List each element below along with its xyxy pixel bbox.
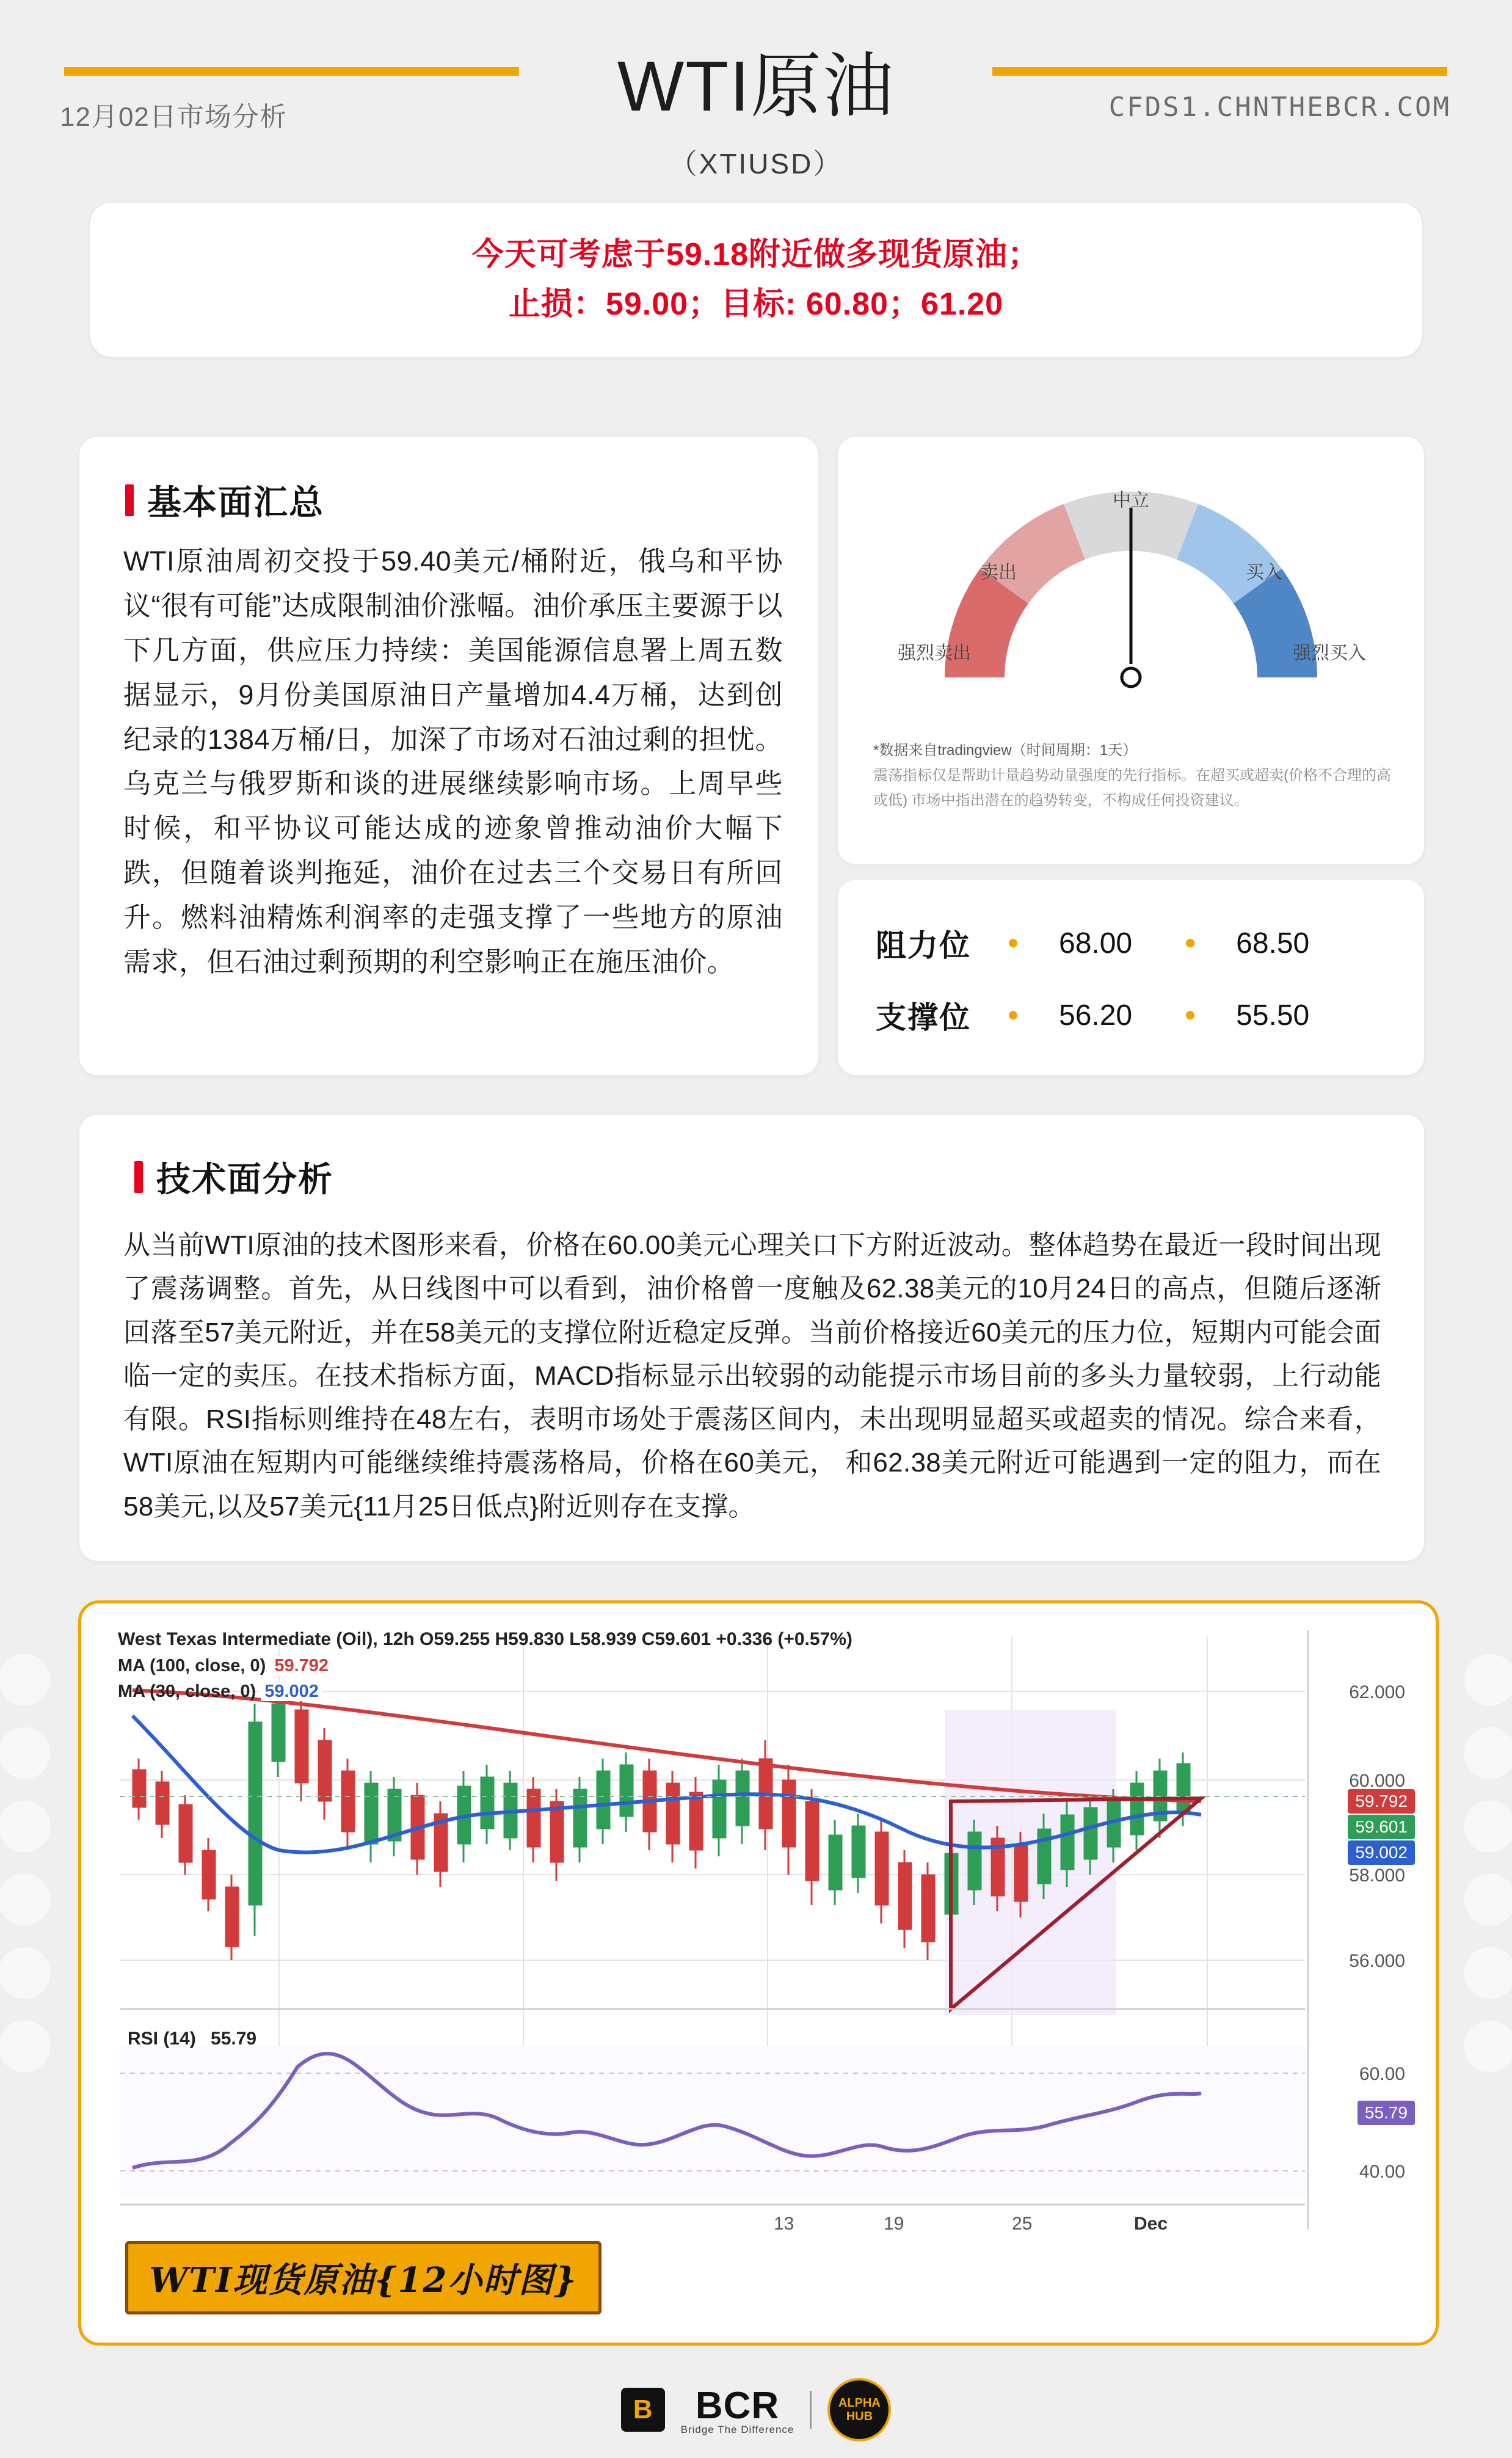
x-axis-label-4: Dec [1134, 2214, 1168, 2234]
bcr-logo-icon: B [621, 2388, 665, 2432]
trade-idea-callout [90, 203, 1422, 357]
site-url: CFDS1.CHNTHEBCR.COM [1108, 92, 1451, 123]
bullet-icon [1186, 1011, 1194, 1019]
bullet-icon [1009, 939, 1017, 947]
support-label: 支撑位 [876, 1001, 971, 1035]
price-tag-ma30: 59.002 [1348, 1840, 1415, 1865]
price-chart-card[interactable] [78, 1600, 1439, 2346]
support-row [876, 993, 1387, 1037]
technical-card [79, 1115, 1424, 1561]
fundamental-card [79, 437, 818, 1075]
chart-legend: West Texas Intermediate (Oil), 12h O59.255 H59.830 L58.939 C59.601 +0.336 (+0.57%) [118, 1629, 852, 1649]
footer-divider [810, 2391, 812, 2429]
alpha-hub-line-1: ALPHA [838, 2396, 881, 2410]
resistance-label: 阻力位 [876, 928, 971, 963]
gauge-note-source: *数据来自tradingview（时间周期：1天） [873, 742, 1138, 759]
gauge-label-neutral: 中立 [1113, 491, 1149, 511]
support-value-2: 55.50 [1236, 999, 1310, 1032]
chart-rsi-legend [128, 2029, 256, 2049]
rsi-axis-label-1: 60.00 [1359, 2064, 1405, 2084]
chart-ma100-legend [118, 1656, 332, 1676]
x-axis-label-1: 13 [774, 2214, 794, 2234]
trade-idea-line-2: 止损：59.00；目标: 60.80；61.20 [508, 286, 1004, 322]
resistance-value-2: 68.50 [1236, 927, 1310, 960]
chart-ma100-label: MA (100, close, 0) [118, 1656, 266, 1676]
fundamental-body: WTI原油周初交投于59.40美元/桶附近，俄乌和平协议“很有可能”达成限制油价涨幅。油价承压主要源于以下几方面，供应压力持续：美国能源信息署上周五数据显示，9月份美国原油日产量增加4.4万桶，达到创纪录的1384万桶/日，加深了市场对石油过剩的担忧。乌克兰与俄罗斯和谈的进展继续影响市场。上周早些时候，和平协议可能达成的迹象曾推动油价大幅下跌，但随着谈判拖延，油价在过去三个交易日有所回升。燃料油精炼利润率的走强支撑了一些地方的原油需求，但石油过剩预期的利空影响正在施压油价。 [123, 545, 783, 978]
x-axis-label-2: 19 [884, 2214, 904, 2234]
brand-tagline: Bridge The Difference [680, 2423, 794, 2435]
page-title: WTI原油 [617, 46, 895, 126]
support-value-1: 56.20 [1059, 999, 1133, 1032]
y-axis-label-4: 56.000 [1349, 1951, 1405, 1971]
header-date: 12月02日市场分析 [60, 102, 287, 132]
resistance-row [876, 921, 1387, 965]
chart-ma30-legend [118, 1682, 322, 1702]
gauge-note-body: 震荡指标仅是帮助计量趋势动量强度的先行指标。在超买或超卖(价格不合理的高或低) 市场中指出潜在的趋势转变，不构成任何投资建议。 [873, 767, 1391, 809]
chart-ma30-value: 59.002 [261, 1682, 322, 1701]
bullet-icon [1186, 939, 1194, 947]
y-axis-label-3: 58.000 [1349, 1865, 1405, 1886]
y-axis-label-2: 60.000 [1349, 1771, 1405, 1791]
fundamental-title: 基本面汇总 [125, 476, 324, 525]
gauge-label-strong-sell: 强烈卖出 [898, 643, 971, 663]
chart-stamp: WTI现货原油{12小时图} [125, 2241, 602, 2314]
price-tag-last: 59.601 [1348, 1815, 1415, 1839]
gauge-label-sell: 卖出 [980, 563, 1017, 583]
gauge-label-buy: 买入 [1246, 563, 1282, 583]
rsi-axis-label-2: 40.00 [1359, 2162, 1405, 2182]
page-subtitle: （XTIUSD） [669, 148, 843, 180]
y-axis-label-1: 62.000 [1349, 1682, 1405, 1702]
x-axis-label-3: 25 [1012, 2214, 1033, 2234]
chart-rsi-value: 55.79 [211, 2029, 257, 2049]
trade-idea-line-1: 今天可考虑于59.18附近做多现货原油； [471, 237, 1041, 273]
alpha-hub-badge [827, 2378, 891, 2442]
bullet-icon [1009, 1011, 1017, 1019]
price-tag-rsi: 55.79 [1358, 2101, 1415, 2125]
brand-name: BCR [695, 2384, 780, 2427]
alpha-hub-line-2: HUB [846, 2410, 873, 2423]
sentiment-gauge-card [838, 437, 1424, 864]
chart-ma100-value: 59.792 [271, 1656, 332, 1676]
page-header [0, 0, 1512, 202]
price-chart[interactable] [96, 1618, 1421, 2328]
chart-rsi-label: RSI (14) [128, 2029, 196, 2049]
gauge-note [873, 738, 1391, 813]
chart-ma30-label: MA (30, close, 0) [118, 1682, 256, 1701]
sentiment-gauge-icon [856, 451, 1406, 738]
price-tag-ma100: 59.792 [1348, 1789, 1415, 1814]
levels-card [838, 880, 1424, 1075]
footer-branding [0, 2370, 1512, 2449]
gauge-label-strong-buy: 强烈买入 [1293, 643, 1366, 663]
technical-title: 技术面分析 [134, 1153, 333, 1202]
technical-body: 从当前WTI原油的技术图形来看，价格在60.00美元心理关口下方附近波动。整体趋势在最近一段时间出现了震荡调整。首先，从日线图中可以看到，油价格曾一度触及62.38美元的10月24日的高点，但随后逐渐回落至57美元附近，并在58美元的支撑位附近稳定反弹。当前价格接近60美元的压力位，短期内可能会面临一定的卖压。在技术指标方面，MACD指标显示出较弱的动能提示市场目前的多头力量较弱，上行动能有限。RSI指标则维持在48左右，表明市场处于震荡区间内，未出现明显超买或超卖的情况。综合来看，WTI原油在短期内可能继续维持震荡格局，价格在60美元， 和62.38美元附近可能遇到一定的阻力，而在58美元,以及57美元{11月25日低点}附近则存在支撑。 [123, 1230, 1381, 1522]
resistance-value-1: 68.00 [1059, 927, 1133, 960]
